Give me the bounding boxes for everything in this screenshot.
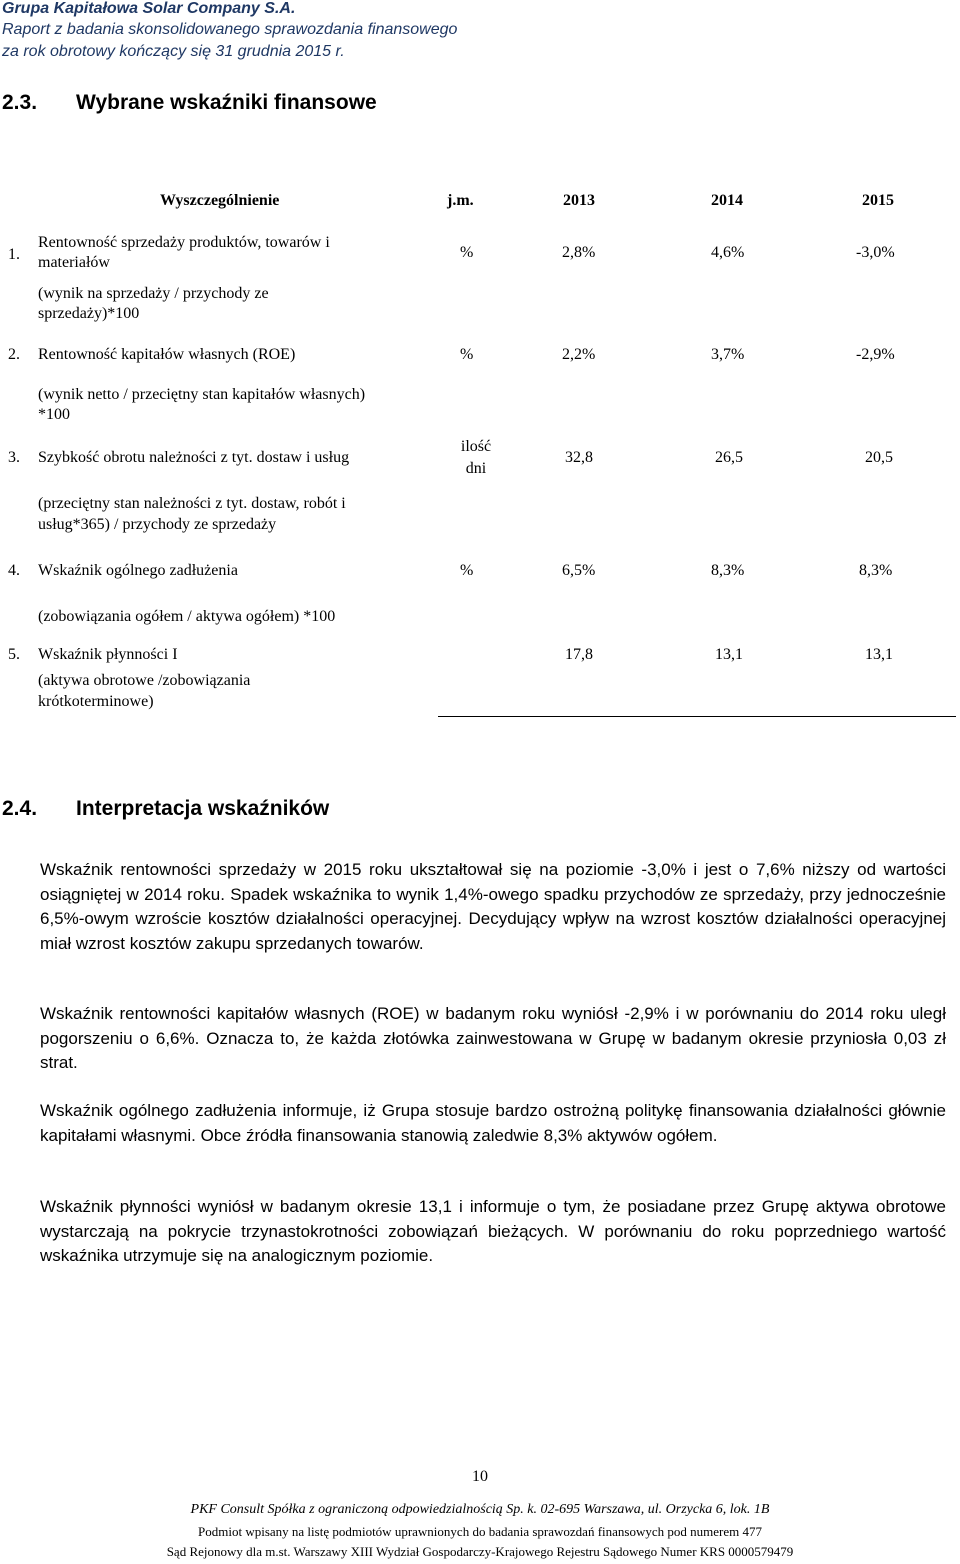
row-unit: % bbox=[460, 346, 474, 363]
row-formula: krótkoterminowe) bbox=[38, 693, 154, 710]
value-2013: 32,8 bbox=[565, 449, 593, 466]
paragraph-debt-ratio: Wskaźnik ogólnego zadłużenia informuje, iż Grupa stosuje bardzo ostrożną politykę finansowania działalności głównie kapitałami własnymi. Obce źródła finansowania stanowią zaledwie 8,3% aktywów ogółem. bbox=[40, 1101, 946, 1145]
report-period: za rok obrotowy kończący się 31 grudnia 2015 r. bbox=[2, 43, 345, 60]
col-header-2013: 2013 bbox=[563, 192, 595, 209]
row-number: 5. bbox=[8, 646, 20, 663]
row-unit: ilość bbox=[460, 438, 492, 455]
footer-court-registry: Sąd Rejonowy dla m.st. Warszawy XIII Wydział Gospodarczy-Krajowego Rejestru Sądowego Numer KRS 0000579479 bbox=[166, 1544, 794, 1559]
section-number: 2.3. bbox=[2, 91, 38, 114]
footer-firm-address: PKF Consult Spółka z ograniczoną odpowiedzialnością Sp. k. 02-695 Warszawa, ul. Orzycka 6, lok. 1B bbox=[190, 1502, 770, 1517]
row-unit: dni bbox=[465, 460, 487, 477]
section-heading-2-3 bbox=[2, 91, 377, 115]
value-2013: 2,8% bbox=[562, 244, 596, 261]
row-title: Rentowność sprzedaży produktów, towarów i bbox=[38, 234, 330, 251]
value-2014: 26,5 bbox=[715, 449, 743, 466]
value-2014: 3,7% bbox=[711, 346, 745, 363]
page-number: 10 bbox=[472, 1468, 488, 1485]
row-unit: % bbox=[460, 562, 474, 579]
value-2014: 8,3% bbox=[711, 562, 745, 579]
paragraph-roe: Wskaźnik rentowności kapitałów własnych (ROE) w badanym roku wyniósł -2,9% i w porównaniu do 2014 roku uległ pogorszeniu o 6,6%. Oznacza to, że każda złotówka zainwestowana w Grupę w badanym okresie przyniosła 0,03 zł strat. bbox=[40, 1004, 946, 1072]
row-number: 4. bbox=[8, 562, 20, 579]
row-title: materiałów bbox=[38, 254, 110, 271]
value-2015: 8,3% bbox=[859, 562, 893, 579]
row-formula: *100 bbox=[38, 406, 70, 423]
row-number: 3. bbox=[8, 449, 20, 466]
col-header-2015: 2015 bbox=[862, 192, 894, 209]
col-header-unit: j.m. bbox=[447, 192, 474, 209]
section-title: Interpretacja wskaźników bbox=[76, 797, 330, 820]
section-number: 2.4. bbox=[2, 797, 38, 820]
value-2015: -2,9% bbox=[856, 346, 895, 363]
value-2013: 2,2% bbox=[562, 346, 596, 363]
row-formula: (przeciętny stan należności z tyt. dostaw, robót i bbox=[38, 495, 346, 512]
paragraph-sales-profitability: Wskaźnik rentowności sprzedaży w 2015 roku ukształtował się na poziomie -3,0% i jest o 7,6% niższy od wartości osiągniętej w 2014 roku. Spadek wskaźnika to wynik 1,4%-owego spadku przychodów ze sprzedaży, przy jednocześnie 6,5%-owym wzroście kosztów działalności operacyjnej. Decydujący wpływ na wzrost kosztów działalności operacyjnej miał wzrost kosztów zakupu sprzedanych towarów. bbox=[40, 860, 946, 953]
section-heading-2-4 bbox=[2, 797, 329, 821]
report-company-name: Grupa Kapitałowa Solar Company S.A. bbox=[2, 0, 296, 17]
value-2015: 20,5 bbox=[865, 449, 893, 466]
col-header-2014: 2014 bbox=[711, 192, 743, 209]
row-title: Wskaźnik płynności I bbox=[38, 646, 178, 663]
report-subtitle: Raport z badania skonsolidowanego sprawozdania finansowego bbox=[2, 21, 458, 38]
row-formula: usług*365) / przychody ze sprzedaży bbox=[38, 516, 277, 533]
row-title: Rentowność kapitałów własnych (ROE) bbox=[38, 346, 296, 363]
value-2015: -3,0% bbox=[856, 244, 895, 261]
row-number: 2. bbox=[8, 346, 20, 363]
table-bottom-rule bbox=[438, 716, 956, 717]
value-2013: 6,5% bbox=[562, 562, 596, 579]
row-number: 1. bbox=[8, 246, 20, 263]
footer-registration: Podmiot wpisany na listę podmiotów uprawnionych do badania sprawozdań finansowych pod numerem 477 bbox=[198, 1524, 762, 1539]
row-formula: sprzedaży)*100 bbox=[38, 305, 140, 322]
paragraph-liquidity: Wskaźnik płynności wyniósł w badanym okresie 13,1 i informuje o tym, że posiadane przez Grupę aktywa obrotowe wystarczają na pokrycie trzynastokrotności zobowiązań bieżących. W porównaniu do roku poprzedniego wartość wskaźnika utrzymuje się na analogicznym poziomie. bbox=[40, 1197, 946, 1265]
row-formula: (zobowiązania ogółem / aktywa ogółem) *100 bbox=[38, 608, 336, 625]
row-formula: (aktywa obrotowe /zobowiązania bbox=[38, 672, 251, 689]
row-unit: % bbox=[460, 244, 474, 261]
value-2014: 4,6% bbox=[711, 244, 745, 261]
value-2014: 13,1 bbox=[715, 646, 743, 663]
row-formula: (wynik na sprzedaży / przychody ze bbox=[38, 285, 269, 302]
row-title: Szybkość obrotu należności z tyt. dostaw i usług bbox=[38, 449, 350, 466]
value-2013: 17,8 bbox=[565, 646, 593, 663]
value-2015: 13,1 bbox=[865, 646, 893, 663]
col-header-item: Wyszczególnienie bbox=[160, 192, 280, 209]
row-title: Wskaźnik ogólnego zadłużenia bbox=[38, 562, 238, 579]
row-formula: (wynik netto / przeciętny stan kapitałów własnych) bbox=[38, 386, 366, 403]
section-title: Wybrane wskaźniki finansowe bbox=[76, 91, 377, 114]
